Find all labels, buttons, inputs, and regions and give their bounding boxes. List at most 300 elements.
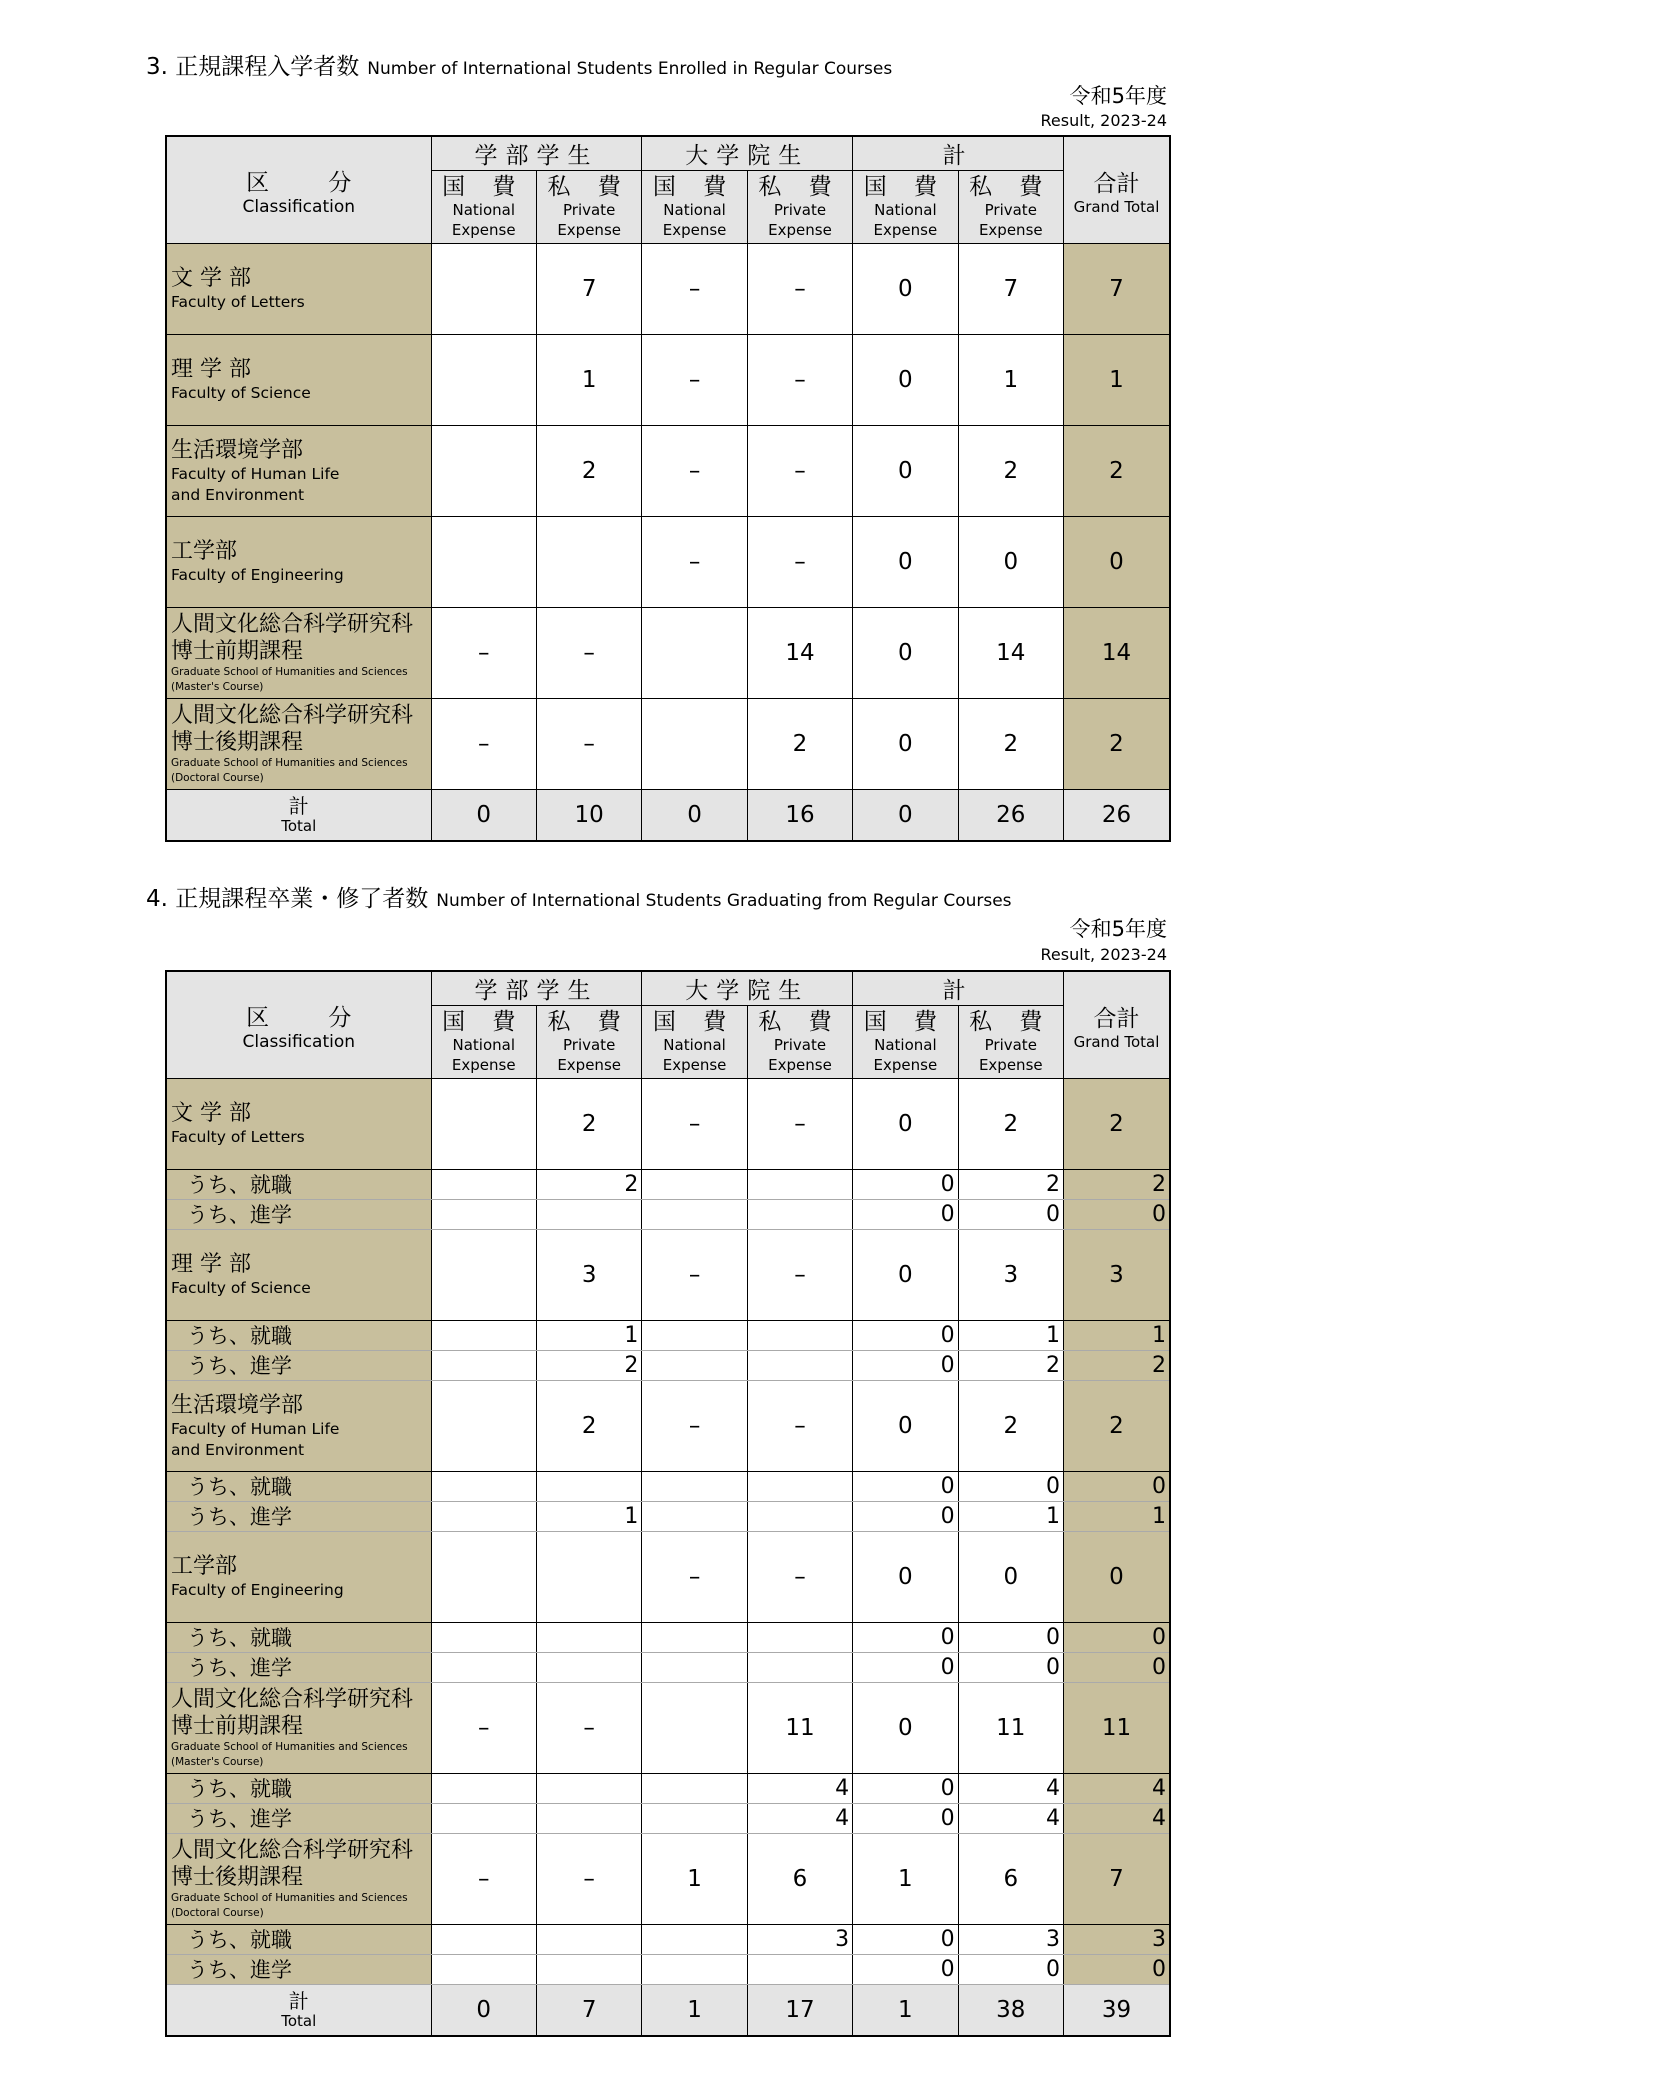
grand-total-en: Grand Total (1073, 197, 1160, 216)
row-label-ja: 生活環境学部 (171, 437, 304, 463)
total-cell: 7 (536, 1985, 641, 2037)
section-title-ja: 4. 正規課程卒業・修了者数 (146, 886, 429, 912)
row-label-en-1: Faculty of Letters (171, 1128, 305, 1146)
table-row (166, 1381, 1170, 1472)
value-cell (642, 1472, 747, 1502)
grand-total-header (1063, 971, 1170, 1079)
value-cell: – (536, 1683, 641, 1774)
national-expense-header (431, 171, 536, 244)
value-cell: – (642, 1532, 747, 1623)
national-expense-header (642, 1006, 747, 1079)
value-cell: – (642, 335, 747, 426)
row-label-ja: 人間文化総合科学研究科 (171, 1687, 414, 1712)
sub-row-label (166, 1774, 431, 1804)
private-en-1: Private (773, 201, 827, 219)
national-expense-header (853, 171, 958, 244)
row-label-en-1: Faculty of Engineering (171, 566, 344, 584)
total-label-ja: 計 (288, 1989, 309, 2013)
value-cell (431, 1774, 536, 1804)
grand-total-cell: 14 (1063, 608, 1170, 699)
sub-row-label-ja: うち、就職 (187, 1776, 292, 1801)
value-cell: 0 (853, 1502, 958, 1532)
header-sum: 計 (853, 136, 1064, 171)
value-cell: 4 (747, 1804, 852, 1834)
value-cell (642, 1321, 747, 1351)
section-title (146, 880, 1012, 913)
value-cell (536, 1653, 641, 1683)
national-en-1: National (663, 1036, 726, 1054)
row-label (166, 608, 431, 699)
grand-total-cell: 0 (1063, 1653, 1170, 1683)
private-ja: 私 費 (758, 174, 842, 200)
value-cell (536, 1200, 641, 1230)
national-en-2: Expense (451, 221, 516, 239)
value-cell (431, 1502, 536, 1532)
sub-row-label (166, 1502, 431, 1532)
value-cell: 2 (536, 426, 641, 517)
row-label-en-small-1: Graduate School of Humanities and Sciences (171, 1741, 408, 1753)
total-cell: 16 (747, 790, 852, 842)
header-sum: 計 (853, 971, 1064, 1006)
value-cell: 1 (536, 335, 641, 426)
national-en-2: Expense (451, 1056, 516, 1074)
value-cell (536, 1774, 641, 1804)
national-ja: 国 費 (652, 1009, 737, 1035)
classification-en: Classification (242, 1031, 356, 1052)
private-en-1: Private (773, 1036, 827, 1054)
table-row (166, 1230, 1170, 1321)
national-en-2: Expense (662, 1056, 727, 1074)
row-label (166, 1230, 431, 1321)
national-en-2: Expense (873, 1056, 938, 1074)
sub-row-label-ja: うち、進学 (187, 1504, 292, 1529)
row-label-ja: 生活環境学部 (171, 1392, 304, 1418)
national-en-1: National (874, 1036, 937, 1054)
value-cell (642, 1925, 747, 1955)
value-cell: – (642, 426, 747, 517)
value-cell: – (642, 1230, 747, 1321)
year-label-en: Result, 2023-24 (1040, 111, 1167, 130)
value-cell: 11 (747, 1683, 852, 1774)
row-label-en-small-2: (Master's Course) (171, 1756, 264, 1768)
value-cell: 0 (853, 1381, 958, 1472)
private-ja: 私 費 (969, 174, 1053, 200)
value-cell: 0 (853, 1472, 958, 1502)
private-en-1: Private (563, 201, 616, 219)
header-row-groups (166, 971, 1170, 1006)
classification-ja: 区 分 (246, 1004, 378, 1031)
value-cell: – (536, 699, 641, 790)
row-label-ja-2: 博士前期課程 (171, 639, 304, 664)
value-cell (536, 1623, 641, 1653)
sub-row-label-ja: うち、進学 (187, 1202, 292, 1227)
value-cell: – (642, 1381, 747, 1472)
year-label-ja: 令和5年度 (1069, 917, 1167, 941)
national-ja: 国 費 (863, 1009, 948, 1035)
value-cell (747, 1653, 852, 1683)
value-cell (536, 1955, 641, 1985)
value-cell (431, 426, 536, 517)
row-label-en-small-1: Graduate School of Humanities and Sciences (171, 666, 408, 678)
value-cell (431, 1230, 536, 1321)
row-label-ja: 理 学 部 (171, 357, 251, 382)
value-cell (536, 1925, 641, 1955)
header-grad: 大学院生 (642, 136, 853, 171)
sub-row-label-ja: うち、就職 (187, 1172, 292, 1197)
section-title (146, 48, 892, 81)
table-row (166, 244, 1170, 335)
total-cell: 26 (958, 790, 1063, 842)
grand-total-cell: 0 (1063, 1623, 1170, 1653)
sub-row (166, 1925, 1170, 1955)
table-row (166, 1683, 1170, 1774)
value-cell (431, 1623, 536, 1653)
value-cell: 1 (958, 1321, 1063, 1351)
table-row (166, 699, 1170, 790)
row-label-ja-2: 博士前期課程 (171, 1714, 304, 1739)
grand-total-cell: 0 (1063, 1200, 1170, 1230)
value-cell: – (536, 608, 641, 699)
total-cell: 0 (431, 1985, 536, 2037)
sub-row-label-ja: うち、進学 (187, 1806, 292, 1831)
grand-total-cell: 1 (1063, 335, 1170, 426)
private-expense-header (958, 1006, 1063, 1079)
value-cell (536, 1804, 641, 1834)
value-cell: 2 (536, 1170, 641, 1200)
sub-row (166, 1321, 1170, 1351)
value-cell: 1 (536, 1502, 641, 1532)
value-cell (747, 1321, 852, 1351)
table-row (166, 608, 1170, 699)
national-ja: 国 費 (442, 174, 526, 200)
table-row (166, 517, 1170, 608)
value-cell: 0 (958, 1623, 1063, 1653)
row-label-en-small-1: Graduate School of Humanities and Sciences (171, 1892, 408, 1904)
row-label-en-1: Faculty of Letters (171, 293, 305, 311)
private-ja: 私 費 (969, 1009, 1053, 1035)
value-cell: 2 (958, 1351, 1063, 1381)
row-label (166, 244, 431, 335)
classification-header (166, 971, 431, 1079)
sub-row (166, 1200, 1170, 1230)
private-en-1: Private (563, 1036, 616, 1054)
value-cell: 0 (853, 244, 958, 335)
value-cell: 0 (853, 699, 958, 790)
value-cell: 2 (958, 1079, 1063, 1170)
value-cell: 1 (536, 1321, 641, 1351)
year-label-en: Result, 2023-24 (1040, 945, 1167, 964)
sub-row-label (166, 1200, 431, 1230)
table-row (166, 426, 1170, 517)
value-cell (431, 1804, 536, 1834)
total-cell: 39 (1063, 1985, 1170, 2037)
value-cell: 3 (958, 1230, 1063, 1321)
value-cell (431, 1532, 536, 1623)
sub-row-label-ja: うち、就職 (187, 1927, 292, 1952)
national-en-2: Expense (873, 221, 938, 239)
grand-total-cell: 1 (1063, 1502, 1170, 1532)
grand-total-cell: 1 (1063, 1321, 1170, 1351)
total-cell: 0 (431, 790, 536, 842)
row-label (166, 1381, 431, 1472)
value-cell (642, 1804, 747, 1834)
sub-row (166, 1774, 1170, 1804)
grand-total-cell: 4 (1063, 1804, 1170, 1834)
national-en-1: National (452, 1036, 515, 1054)
classification-ja: 区 分 (246, 169, 378, 196)
value-cell: 11 (958, 1683, 1063, 1774)
total-cell: 10 (536, 790, 641, 842)
row-label (166, 517, 431, 608)
classification-en: Classification (242, 196, 356, 217)
value-cell (642, 608, 747, 699)
value-cell: – (642, 1079, 747, 1170)
national-en-2: Expense (662, 221, 727, 239)
row-label (166, 335, 431, 426)
value-cell: – (642, 244, 747, 335)
total-label (166, 1985, 431, 2037)
value-cell (747, 1623, 852, 1653)
table-row (166, 1532, 1170, 1623)
value-cell: 14 (958, 608, 1063, 699)
value-cell: 7 (958, 244, 1063, 335)
sub-row-label-ja: うち、就職 (187, 1474, 292, 1499)
sub-row (166, 1804, 1170, 1834)
grand-total-ja: 合計 (1093, 1005, 1140, 1032)
sub-row-label (166, 1351, 431, 1381)
value-cell (747, 1955, 852, 1985)
value-cell: 14 (747, 608, 852, 699)
total-cell: 0 (853, 790, 958, 842)
value-cell (431, 1472, 536, 1502)
grand-total-cell: 2 (1063, 1170, 1170, 1200)
value-cell: 0 (958, 1200, 1063, 1230)
private-en-2: Expense (557, 221, 621, 239)
national-ja: 国 費 (442, 1009, 526, 1035)
row-label (166, 1683, 431, 1774)
sub-row-label-ja: うち、進学 (187, 1353, 292, 1378)
sub-row-label-ja: うち、進学 (187, 1957, 292, 1982)
total-row (166, 1985, 1170, 2037)
private-en-2: Expense (768, 1056, 832, 1074)
national-expense-header (853, 1006, 958, 1079)
value-cell: 0 (853, 608, 958, 699)
row-label (166, 1532, 431, 1623)
sub-row-label (166, 1653, 431, 1683)
sub-row (166, 1170, 1170, 1200)
value-cell: 2 (536, 1381, 641, 1472)
value-cell: – (431, 1683, 536, 1774)
row-label-ja: 人間文化総合科学研究科 (171, 703, 414, 728)
value-cell: 0 (853, 517, 958, 608)
row-label-ja-2: 博士後期課程 (171, 730, 304, 755)
row-label-ja-2: 博士後期課程 (171, 1865, 304, 1890)
value-cell: 0 (853, 426, 958, 517)
total-row (166, 790, 1170, 842)
national-en-1: National (452, 201, 515, 219)
enrolled-table (165, 135, 1171, 842)
value-cell (431, 244, 536, 335)
row-label (166, 1079, 431, 1170)
value-cell: 3 (536, 1230, 641, 1321)
value-cell: 0 (958, 517, 1063, 608)
grand-total-cell: 2 (1063, 699, 1170, 790)
value-cell (642, 1653, 747, 1683)
national-expense-header (431, 1006, 536, 1079)
sub-row (166, 1502, 1170, 1532)
value-cell (642, 1502, 747, 1532)
value-cell: 1 (958, 1502, 1063, 1532)
private-en-1: Private (984, 1036, 1037, 1054)
value-cell (431, 335, 536, 426)
value-cell: – (747, 1381, 852, 1472)
row-label-ja: 文 学 部 (171, 1101, 251, 1126)
value-cell: – (431, 699, 536, 790)
value-cell (431, 1321, 536, 1351)
value-cell: – (747, 517, 852, 608)
row-label (166, 1834, 431, 1925)
grand-total-cell: 3 (1063, 1230, 1170, 1321)
sub-row-label (166, 1925, 431, 1955)
section-title-en: Number of International Students Graduating from Regular Courses (436, 891, 1012, 911)
private-en-1: Private (984, 201, 1037, 219)
private-expense-header (958, 171, 1063, 244)
row-label-en-1: Faculty of Human Life (171, 464, 340, 483)
private-ja: 私 費 (547, 174, 631, 200)
grand-total-cell: 2 (1063, 1351, 1170, 1381)
value-cell (642, 1683, 747, 1774)
value-cell: 0 (853, 1351, 958, 1381)
value-cell: – (642, 517, 747, 608)
value-cell (642, 1774, 747, 1804)
value-cell: 0 (853, 1955, 958, 1985)
section-title-en: Number of International Students Enrolled in Regular Courses (367, 59, 893, 79)
private-ja: 私 費 (547, 1009, 631, 1035)
row-label (166, 699, 431, 790)
national-expense-header (642, 171, 747, 244)
grand-total-cell: 3 (1063, 1925, 1170, 1955)
value-cell: – (431, 608, 536, 699)
row-label-en-1: Faculty of Human Life (171, 1419, 340, 1438)
classification-header (166, 136, 431, 244)
private-en-2: Expense (978, 221, 1043, 239)
value-cell (536, 1472, 641, 1502)
header-undergrad: 学部学生 (431, 971, 642, 1006)
value-cell: 1 (853, 1834, 958, 1925)
value-cell: 0 (958, 1955, 1063, 1985)
national-en-1: National (663, 201, 726, 219)
sub-row-label (166, 1623, 431, 1653)
row-label-ja: 理 学 部 (171, 1252, 251, 1277)
grand-total-header (1063, 136, 1170, 244)
sub-row (166, 1955, 1170, 1985)
value-cell: – (747, 1230, 852, 1321)
grand-total-ja: 合計 (1093, 170, 1140, 197)
grand-total-cell: 2 (1063, 1381, 1170, 1472)
grand-total-cell: 11 (1063, 1683, 1170, 1774)
total-cell: 17 (747, 1985, 852, 2037)
value-cell: 4 (747, 1774, 852, 1804)
total-cell: 0 (642, 790, 747, 842)
value-cell (431, 1381, 536, 1472)
value-cell: 0 (958, 1653, 1063, 1683)
grand-total-cell: 7 (1063, 244, 1170, 335)
value-cell: 0 (853, 1804, 958, 1834)
value-cell (747, 1170, 852, 1200)
value-cell: 0 (853, 1200, 958, 1230)
sub-row-label (166, 1804, 431, 1834)
value-cell: – (431, 1834, 536, 1925)
grand-total-cell: 0 (1063, 517, 1170, 608)
row-label-en-small-2: (Doctoral Course) (171, 772, 264, 784)
row-label-en-small-1: Graduate School of Humanities and Sciences (171, 757, 408, 769)
value-cell: 0 (958, 1472, 1063, 1502)
value-cell: 0 (853, 1230, 958, 1321)
sub-row-label (166, 1321, 431, 1351)
table-row (166, 335, 1170, 426)
value-cell: – (747, 1532, 852, 1623)
value-cell: 1 (642, 1834, 747, 1925)
value-cell: 0 (853, 335, 958, 426)
row-label-en-2: and Environment (171, 1440, 305, 1459)
value-cell: 0 (853, 1532, 958, 1623)
value-cell (747, 1502, 852, 1532)
row-label-en-small-2: (Master's Course) (171, 681, 264, 693)
sub-row (166, 1472, 1170, 1502)
total-label-en: Total (281, 817, 317, 835)
value-cell: 2 (958, 426, 1063, 517)
row-label-ja: 人間文化総合科学研究科 (171, 612, 414, 637)
row-label-en-1: Faculty of Engineering (171, 1581, 344, 1599)
row-label-ja: 人間文化総合科学研究科 (171, 1838, 414, 1863)
sub-row-label-ja: うち、進学 (187, 1655, 292, 1680)
total-cell: 26 (1063, 790, 1170, 842)
value-cell: 4 (958, 1804, 1063, 1834)
value-cell (431, 517, 536, 608)
value-cell (747, 1472, 852, 1502)
row-label (166, 426, 431, 517)
value-cell: 7 (536, 244, 641, 335)
value-cell (747, 1351, 852, 1381)
private-en-2: Expense (768, 221, 832, 239)
grand-total-cell: 4 (1063, 1774, 1170, 1804)
value-cell: 2 (747, 699, 852, 790)
row-label-en-1: Faculty of Science (171, 384, 311, 402)
value-cell (642, 1955, 747, 1985)
value-cell (536, 1532, 641, 1623)
value-cell: 2 (958, 699, 1063, 790)
year-label-ja: 令和5年度 (1069, 84, 1167, 108)
value-cell: – (747, 1079, 852, 1170)
value-cell: – (536, 1834, 641, 1925)
value-cell: 2 (958, 1381, 1063, 1472)
value-cell: 0 (853, 1079, 958, 1170)
row-label-ja: 文 学 部 (171, 266, 251, 291)
value-cell (431, 1955, 536, 1985)
sub-row (166, 1351, 1170, 1381)
value-cell (642, 699, 747, 790)
value-cell: 1 (958, 335, 1063, 426)
sub-row-label (166, 1472, 431, 1502)
value-cell: 0 (853, 1170, 958, 1200)
value-cell (642, 1351, 747, 1381)
total-label-en: Total (281, 2012, 317, 2030)
row-label-en-1: Faculty of Science (171, 1279, 311, 1297)
header-grad: 大学院生 (642, 971, 853, 1006)
value-cell: 0 (958, 1532, 1063, 1623)
sub-row (166, 1623, 1170, 1653)
value-cell: 3 (958, 1925, 1063, 1955)
